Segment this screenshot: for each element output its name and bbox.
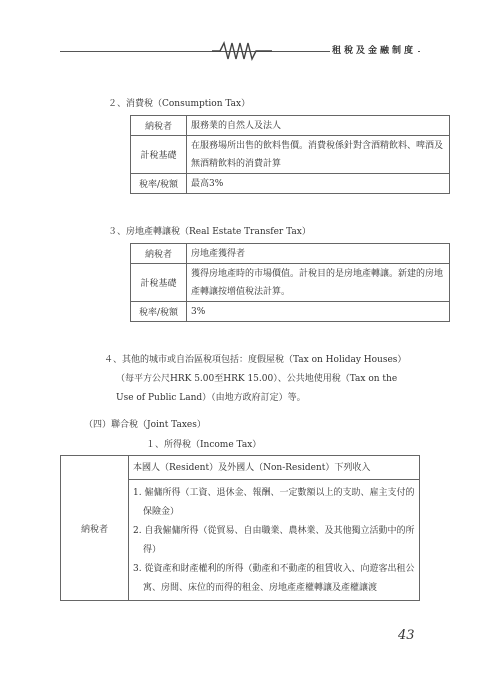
row-value: 3%: [187, 302, 450, 322]
table-row: [131, 264, 450, 302]
paragraph-line: ４、其他的城市或自治區稅項包括：度假屋稅（Tax on Holiday Houses）: [104, 355, 407, 365]
list-item: 1. 僱傭所得（工資、退休金、報酬、一定數額以上的支助、雇主支付的保險金）: [133, 488, 415, 517]
row-label: 計稅基礎: [131, 136, 187, 174]
row-value: 服務業的自然人及法人: [187, 116, 450, 136]
paragraph-line: Use of Public Land）（由地方政府訂定）等。: [116, 393, 306, 403]
list-item: 2. 自我僱傭所得（從貿易、自由職業、農林業、及其他獨立活動中的所得）: [133, 526, 415, 555]
table-row: [61, 456, 420, 480]
paragraph-line: （每平方公尺HRK 5.00至HRK 15.00）、公共地使用稅（Tax on the: [116, 374, 398, 384]
income-intro: 本國人（Resident）及外國人（Non-Resident）下列收入: [129, 456, 420, 480]
consumption-tax-heading: ２、消費稅（Consumption Tax）: [108, 99, 251, 109]
income-tax-table: [60, 455, 420, 601]
income-tax-heading: １、所得稅（Income Tax）: [146, 440, 262, 450]
table-row: [131, 244, 450, 264]
real-estate-tax-heading: ３、房地產轉讓稅（Real Estate Transfer Tax）: [108, 227, 311, 237]
payer-label: 納稅者: [61, 456, 129, 601]
row-value: 房地產獲得者: [187, 244, 450, 264]
row-label: 納稅者: [131, 244, 187, 264]
row-label: 稅率/稅額: [131, 174, 187, 194]
table-row: [131, 116, 450, 136]
row-value: 在服務場所出售的飲料售價。消費稅係針對含酒精飲料、啤酒及無酒精飲料的消費計算: [187, 136, 450, 174]
list-item: 3. 從資產和財產權利的所得（動產和不動產的租賃收入、向遊客出租公寓、房間、床位的而得的租金、房地產產權轉讓及產權讓渡: [133, 564, 415, 593]
row-label: 計稅基礎: [131, 264, 187, 302]
page-number: 43: [398, 628, 415, 643]
header-wave-ornament: [212, 40, 272, 62]
header-title: 租稅及金融制度: [330, 43, 418, 56]
table-row: [131, 302, 450, 322]
joint-taxes-heading: （四）聯合稅（Joint Taxes）: [84, 420, 206, 430]
consumption-tax-table: [130, 115, 450, 194]
income-items: [129, 480, 420, 601]
table-row: [131, 136, 450, 174]
row-value: 最高3%: [187, 174, 450, 194]
row-value: 獲得房地產時的市場價值。計稅目的是房地產轉讓。新建的房地產轉讓按增值稅法計算。: [187, 264, 450, 302]
row-label: 稅率/稅額: [131, 302, 187, 322]
row-label: 納稅者: [131, 116, 187, 136]
table-row: [131, 174, 450, 194]
real-estate-tax-table: [130, 243, 450, 322]
other-taxes-paragraph: [104, 351, 434, 408]
